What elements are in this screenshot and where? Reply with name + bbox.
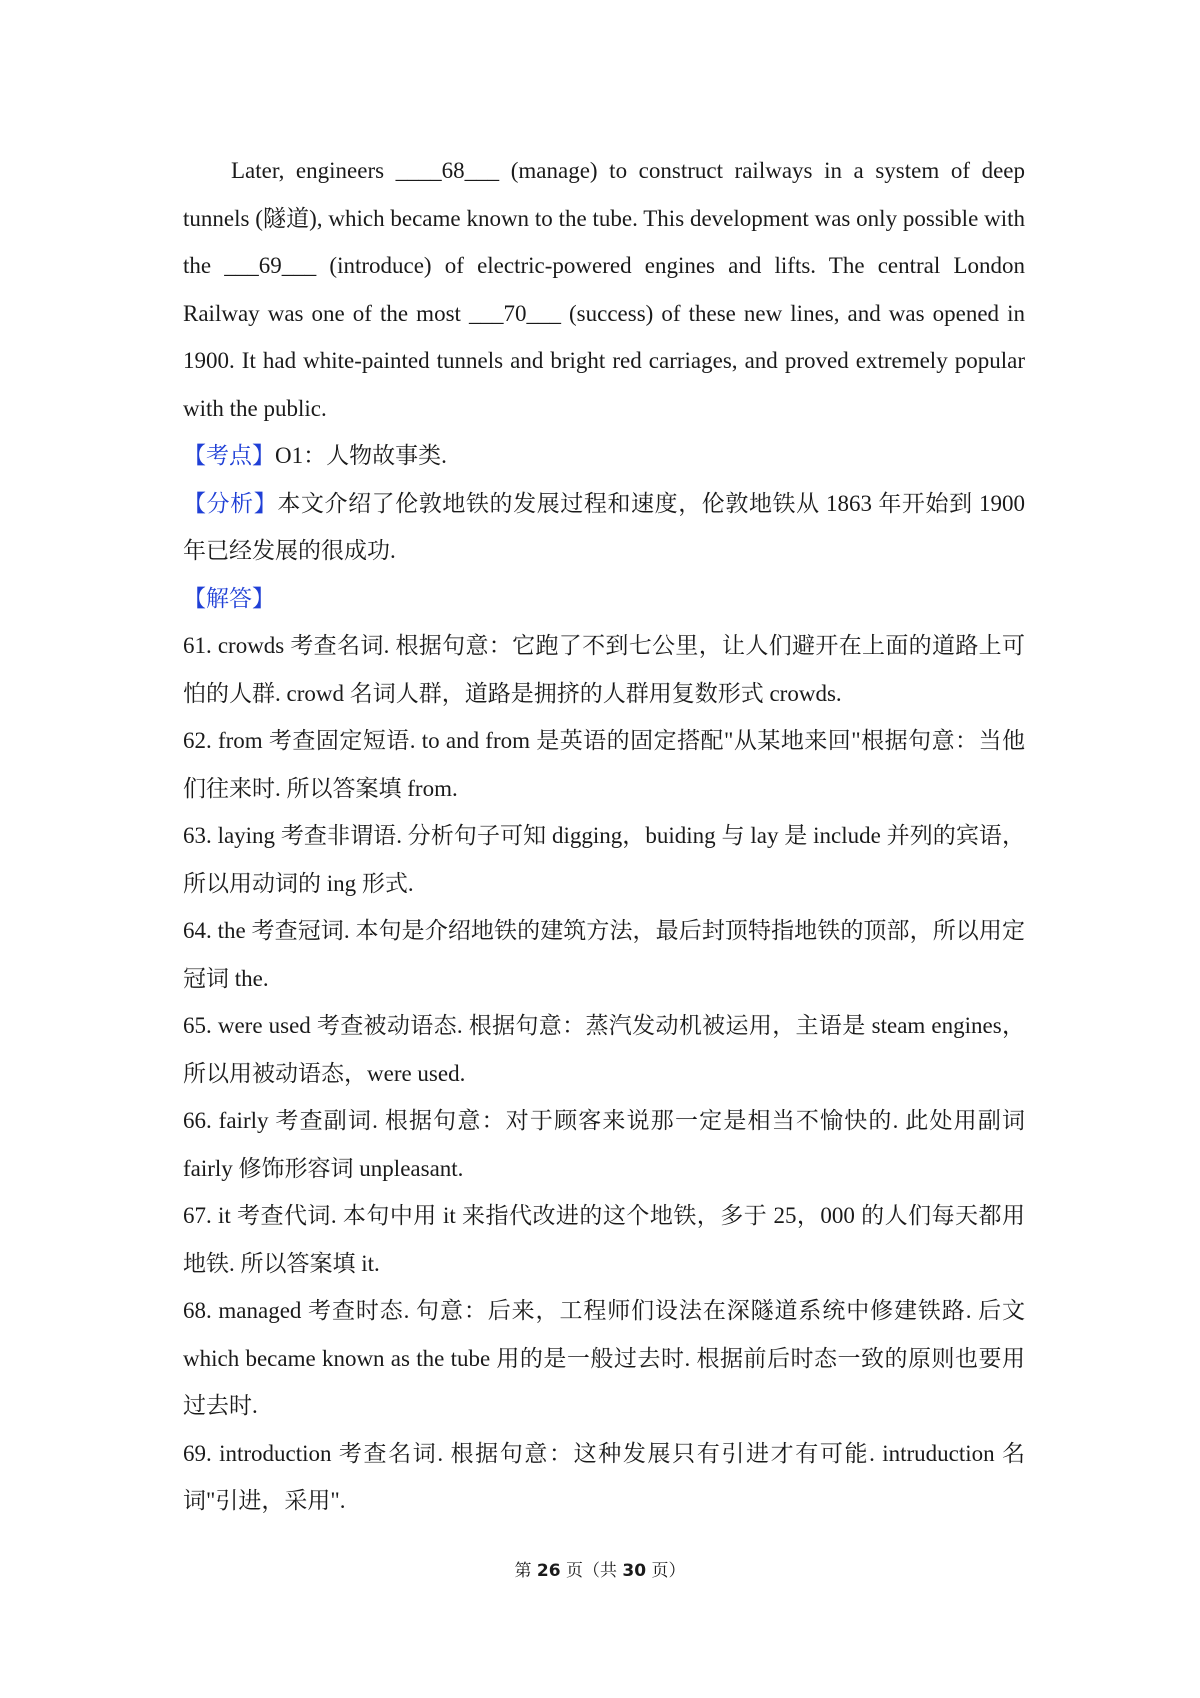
footer-middle: 页（共: [560, 1561, 623, 1581]
fenxi-tag: 【分析】: [183, 490, 278, 516]
footer-total-pages: 30: [622, 1561, 647, 1581]
kaodian-text: O1：人物故事类.: [275, 443, 447, 468]
answer-65: 65. were used 考查被动语态. 根据句意：蒸汽发动机被运用，主语是 steam engines，所以用被动语态，were used.: [183, 1013, 1025, 1086]
answer-66: 66. fairly 考查副词. 根据句意：对于顾客来说那一定是相当不愉快的. 此处用副词 fairly 修饰形容词 unpleasant.: [183, 1108, 1025, 1181]
passage-paragraph: Later, engineers ____68___ (manage) to construct railways in a system of deep tunnels (隧道), which became known to the tube. This development was only possible with the ___69___ (introduce) of electric-powered engines and lifts. The central London Railway was one of the most ___70___ (success) of these new lines, and was opened in 1900. It had white-painted tunnels and bright red carriages, and proved extremely popular with the public.: [183, 158, 1025, 421]
footer-page-number: 26: [536, 1561, 561, 1581]
footer-suffix: 页）: [646, 1561, 686, 1581]
page-content: [183, 147, 1025, 1525]
answer-61: 61. crowds 考查名词. 根据句意：它跑了不到七公里，让人们避开在上面的道路上可怕的人群. crowd 名词人群，道路是拥挤的人群用复数形式 crowds.: [183, 633, 1025, 706]
answer-64: 64. the 考查冠词. 本句是介绍地铁的建筑方法，最后封顶特指地铁的顶部，所以用定冠词 the.: [183, 918, 1025, 991]
fenxi-paragraph: [183, 480, 1025, 575]
jieda-tag: 【解答】: [183, 585, 275, 611]
answer-67: 67. it 考查代词. 本句中用 it 来指代改进的这个地铁，多于 25，000 的人们每天都用地铁. 所以答案填 it.: [183, 1203, 1025, 1276]
fenxi-text: 本文介绍了伦敦地铁的发展过程和速度，伦敦地铁从 1863 年开始到 1900 年已经发展的很成功.: [183, 490, 1026, 563]
answer-63: 63. laying 考查非谓语. 分析句子可知 digging，buiding 与 lay 是 include 并列的宾语，所以用动词的 ing 形式.: [183, 823, 1025, 896]
kaodian-tag: 【考点】: [183, 443, 275, 468]
jieda-line: [183, 575, 1025, 623]
answer-62: 62. from 考查固定短语. to and from 是英语的固定搭配"从某地来回"根据句意：当他们往来时. 所以答案填 from.: [183, 728, 1025, 801]
kaodian-line: [183, 432, 1025, 480]
answer-68: 68. managed 考查时态. 句意：后来，工程师们设法在深隧道系统中修建铁路. 后文 which became known as the tube 用的是一般过去时. 根据前后时态一致的原则也要用过去时.: [183, 1298, 1025, 1418]
page-footer: [0, 1556, 1200, 1581]
answer-69: 69. introduction 考查名词. 根据句意：这种发展只有引进才有可能. intruduction 名词"引进，采用".: [183, 1440, 1025, 1513]
footer-prefix: 第: [514, 1561, 537, 1581]
